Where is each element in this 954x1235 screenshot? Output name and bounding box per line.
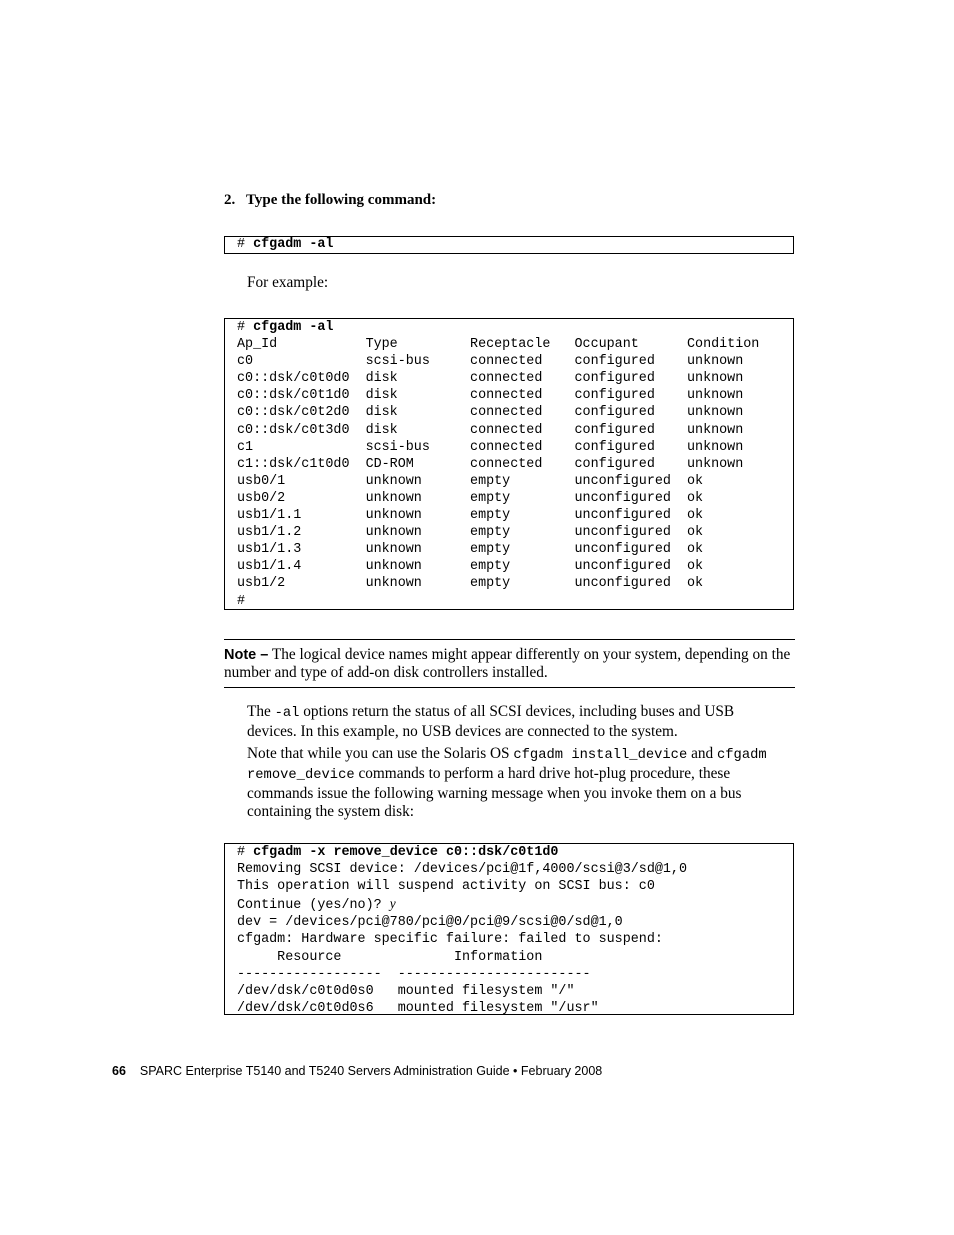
table-row: usb1/1.3 unknown empty unconfigured ok — [237, 542, 704, 558]
footer-separator: • — [513, 1064, 518, 1078]
step-text: Type the following command: — [246, 192, 437, 208]
command-line — [237, 844, 781, 861]
text-run: and — [687, 745, 717, 762]
page-number: 66 — [112, 1064, 126, 1078]
table-row: c1 scsi-bus connected configured unknown — [237, 439, 744, 455]
output-line: Resource Information — [237, 949, 543, 965]
for-example-text: For example: — [247, 274, 329, 291]
table-row: usb1/1.2 unknown empty unconfigured ok — [237, 525, 704, 541]
note-label: Note – — [224, 647, 269, 663]
prompt: # — [237, 845, 246, 860]
inline-code: -al — [274, 706, 300, 721]
table-row: usb1/1.1 unknown empty unconfigured ok — [237, 508, 704, 524]
footer-date: February 2008 — [520, 1064, 603, 1078]
text-run: options return the status of all SCSI devices, including buses and USB devices. In this example, no USB devices are connected to the system. — [247, 703, 735, 740]
table-row: usb0/2 unknown empty unconfigured ok — [237, 490, 704, 506]
output-line: ------------------ ------------------------ — [237, 966, 591, 982]
command-line — [237, 319, 781, 336]
output-line: /dev/dsk/c0t0d0s0 mounted filesystem "/" — [237, 983, 575, 999]
continue-prompt: Continue (yes/no)? — [237, 898, 390, 914]
table-row: c0::dsk/c0t1d0 disk connected configured unknown — [237, 388, 744, 404]
inline-code: cfgadm install_device — [513, 748, 688, 763]
output-line: /dev/dsk/c0t0d0s6 mounted filesystem "/usr" — [237, 1000, 599, 1016]
warning-paragraph — [247, 745, 787, 821]
table-header — [237, 336, 781, 353]
warning-output-box — [224, 843, 794, 1015]
text-run: The — [247, 703, 275, 720]
step-heading — [224, 192, 436, 209]
output-line: Removing SCSI device: /devices/pci@1f,4000/scsi@3/sd@1,0 — [237, 862, 687, 878]
step-number: 2. — [224, 192, 236, 208]
note-text: The logical device names might appear differently on your system, depending on the number and type of add-on disk controllers installed. — [224, 646, 791, 681]
table-row: c0::dsk/c0t3d0 disk connected configured unknown — [237, 422, 744, 438]
example-output-box — [224, 318, 794, 610]
command-box — [224, 236, 794, 254]
prompt: # — [237, 320, 246, 335]
table-row: c0::dsk/c0t2d0 disk connected configured unknown — [237, 405, 744, 421]
text-run: commands to perform a hard drive hot-plug procedure, these commands issue the following warning message when you invoke them on a bus containing the system disk: — [247, 765, 742, 820]
command: cfgadm -x remove_device c0::dsk/c0t1d0 — [253, 845, 559, 860]
command: cfgadm -al — [253, 237, 334, 252]
command: cfgadm -al — [253, 320, 334, 335]
header-row: Ap_Id Type Receptacle Occupant Condition — [237, 337, 760, 353]
end-prompt: # — [237, 593, 246, 609]
output-line: This operation will suspend activity on SCSI bus: c0 — [237, 879, 655, 895]
output-line: cfgadm: Hardware specific failure: failed to suspend: — [237, 932, 663, 948]
page-footer — [112, 1064, 602, 1078]
table-row: usb1/2 unknown empty unconfigured ok — [237, 576, 704, 592]
table-row: c0::dsk/c0t0d0 disk connected configured unknown — [237, 371, 744, 387]
table-row: usb0/1 unknown empty unconfigured ok — [237, 473, 704, 489]
prompt: # — [237, 237, 246, 252]
text-run: Note that while you can use the Solaris OS — [247, 745, 514, 762]
table-row: usb1/1.4 unknown empty unconfigured ok — [237, 559, 704, 575]
continue-line — [237, 895, 781, 914]
note-block — [224, 639, 795, 688]
continue-answer: y — [389, 896, 396, 912]
output-line: dev = /devices/pci@780/pci@0/pci@9/scsi@0/sd@1,0 — [237, 915, 623, 931]
table-row: c0 scsi-bus connected configured unknown — [237, 354, 744, 370]
table-row: c1::dsk/c1t0d0 CD-ROM connected configured unknown — [237, 456, 744, 472]
table-rows — [237, 353, 781, 592]
inline-code: cfgadm remove_device — [247, 748, 767, 783]
footer-title: SPARC Enterprise T5140 and T5240 Servers Administration Guide — [139, 1064, 510, 1078]
options-paragraph — [247, 703, 787, 741]
